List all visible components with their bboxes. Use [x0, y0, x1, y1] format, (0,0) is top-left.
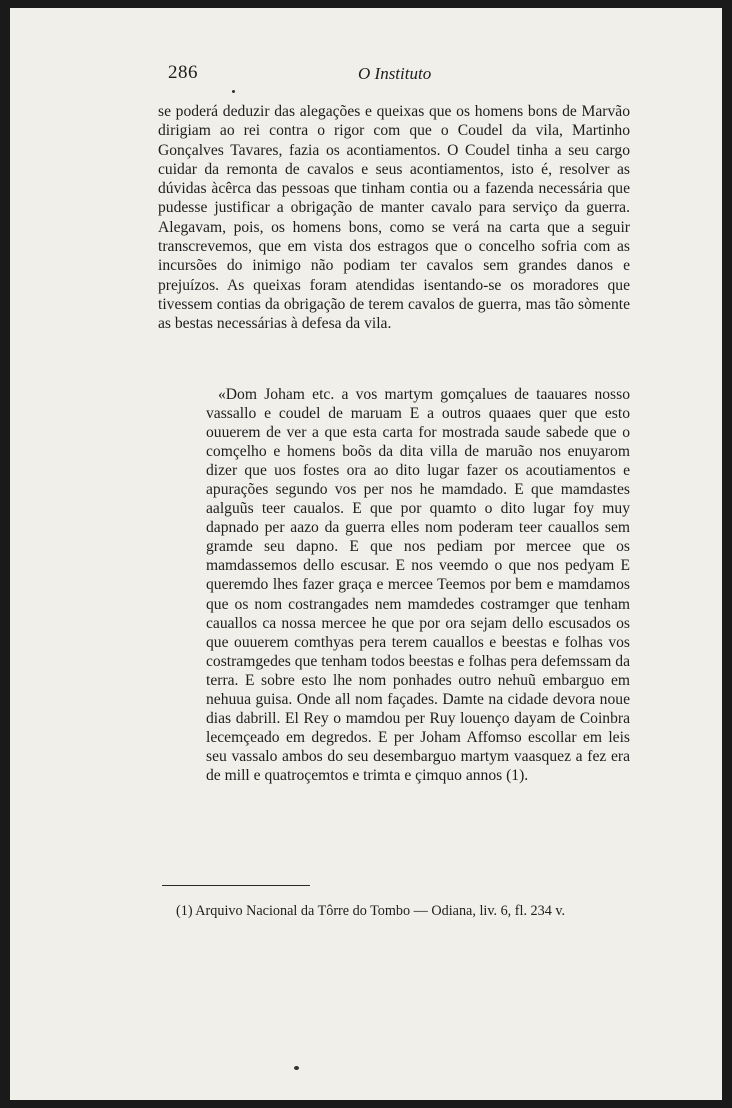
- body-text: [158, 102, 630, 334]
- footnote-divider: [162, 885, 310, 886]
- quoted-document-text: «Dom Joham etc. a vos martym gomçalues de taauares nosso vassallo e coudel de maruam E a outros quaaes quer que esto ouuerem de ver a que esta carta for mostrada saude sabede que o comçelho e homens boõs da dita villa de maruão nos enuyarom dizer que uos fostes ora ao dito lugar fazer os acoutiamentos e apurações segundo vos per nos he mamdado. E que mamdastes aalguũs teer caualos. E que por quamto o dito lugar foy muy dapnado per aazo da guerra elles nom poderam teer cauallos sem gramde seu dapno. E que nos pediam por mercee que os mamdassemos dello escusar. E nos veemdo o que nos pedyam E queremdo lhes fazer graça e mercee Teemos por bem e mamdamos que os nom costrangades nem mamdedes costramger que tenham cauallos ca nossa mercee he que por ora sejam dello escusados os que ouuerem comthyas pera terem cauallos e beestas e folhas vos costramgedes que tenham todos beestas e folhas pera defemssam da terra. E sobre esto lhe nom ponhades outro nehuũ embarguo em nehuua guisa. Onde all nom façades. Damte na cidade devora noue dias dabrill. El Rey o mamdou per Ruy louenço dayam de Coinbra lecemçeado em degredos. E per Joham Affomso escollar em leis seu vassalo ambos do seu desembarguo martym vaasquez a fez era de mill e quatroçemtos e trimta e çimquo annos (1).: [206, 386, 630, 784]
- scan-speck: [294, 1066, 299, 1070]
- body-paragraph: se poderá deduzir das alegações e queixas que os homens bons de Marvão dirigiam ao rei contra o rigor com que o Coudel da vila, Martinho Gonçalves Tavares, fazia os acontiamentos. O Coudel tinha a seu cargo cuidar da remonta de cavalos e seus acontiamentos, isto é, resolver as dúvidas àcêrca das pessoas que tinham contia ou a fazenda necessária que pudesse justificar a obrigação de manter cavalo para serviço da guerra. Alegavam, pois, os homens bons, como se verá na carta que a seguir transcrevemos, que em vista dos estragos que o concelho sofria com as incursões do inimigo não podiam ter cavalos sem grandes danos e prejuízos. As queixas foram atendidas isentando-se os moradores que tivessem contias da obrigação de terem cavalos de guerra, mas tão sòmente as bestas necessárias à defesa da vila.: [158, 103, 630, 333]
- footnote: (1) Arquivo Nacional da Tôrre do Tombo — Odiana, liv. 6, fl. 234 v.: [176, 903, 566, 919]
- running-title: O Instituto: [358, 64, 432, 83]
- scanned-page: [10, 8, 722, 1100]
- quoted-document: [206, 385, 630, 785]
- page-number: 286: [168, 62, 198, 83]
- page-header: [158, 58, 638, 88]
- scan-speck: [232, 90, 235, 93]
